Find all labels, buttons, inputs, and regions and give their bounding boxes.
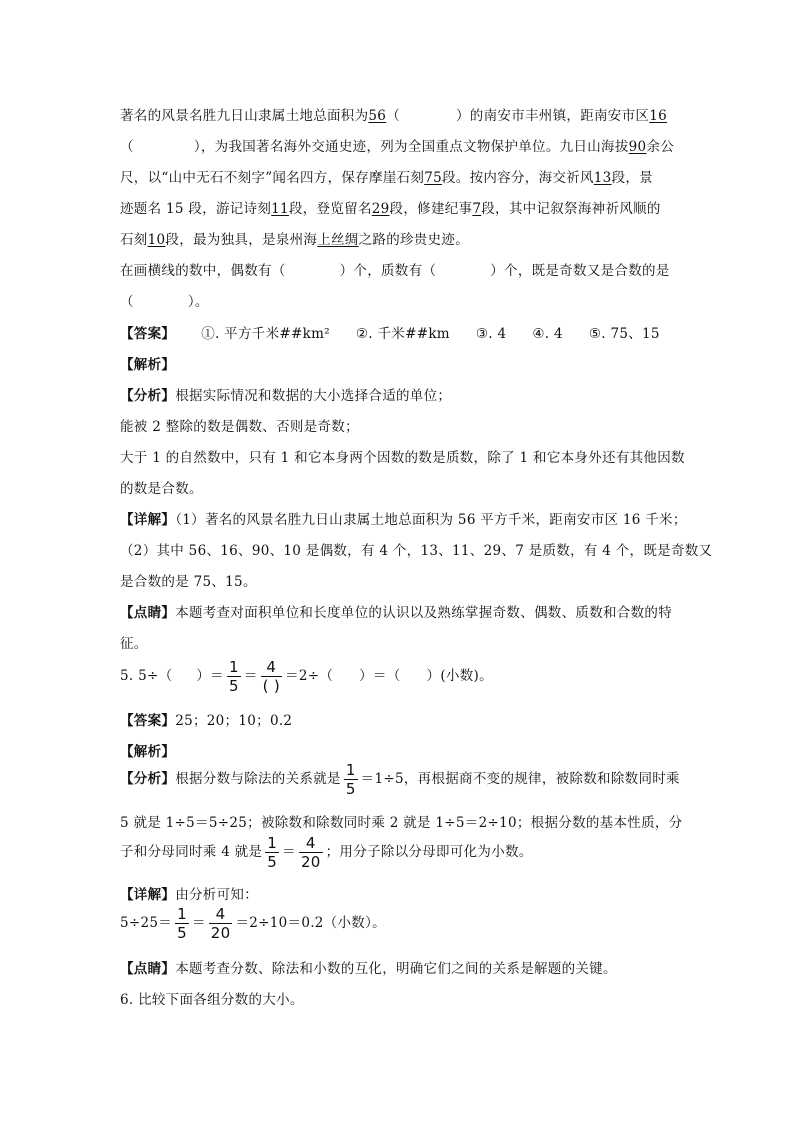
analysis-tag: 【分析】 [120,771,176,787]
text: ＝2÷（ [285,668,334,684]
answer-item: ④. 4 [532,326,563,342]
analysis-line-3: 大于 1 的自然数中，只有 1 和它本身两个因数的数是质数，除了 1 和它本身外还有其他因数 [120,450,685,466]
comment-tag: 【点睛】 [120,961,176,977]
text: 迹题名 15 段，游记诗刻 [120,201,272,217]
analysis-heading: 【解析】 [120,357,176,373]
detail-tag: 【详解】 [120,512,176,528]
analysis-line-1 [120,384,451,404]
text: （ [386,108,400,124]
underlined-text: 上丝绸 [317,232,359,248]
text: 段，登览留名 [288,201,372,217]
text: 5÷25＝ [120,915,173,931]
passage-line-4 [120,197,661,217]
detail2-line-1 [120,883,258,903]
text: ＝ [191,915,206,931]
text: ）＝（ [359,668,401,684]
underlined-number: 90 [628,139,647,155]
text: ＝ [282,844,296,860]
text: 段。按内容分，海交祈风 [441,170,594,186]
text: 之路的珍贵史迹。 [358,232,470,248]
analysis-tag: 【分析】 [120,388,176,404]
text: 5. 5÷（ [120,668,173,684]
text: 尺，以“山中无石不刻字”闻名四方，保存摩崖石刻 [120,170,425,186]
text: ）个，质数有（ [339,263,437,279]
fraction: $\frac{1}{5}$ [228,658,239,695]
text: 根据分数与除法的关系就是 [175,771,341,787]
text: ）个，既是奇数又是合数的是 [490,263,670,279]
fraction: $\frac{1}{5}$ [177,905,187,942]
answer-item: ③. 4 [475,326,507,342]
answer-item: ②. 千米##km [355,326,450,342]
text: 由分析可知： [175,887,259,903]
text: （1）著名的风景名胜九日山隶属土地总面积为 56 平方千米，距南安市区 16 千米； [175,512,687,528]
underlined-number: 10 [147,232,166,248]
detail-line-2: （2）其中 56、16、90、10 是偶数，有 4 个，13、11、29、7 是质数，有 4 个，既是奇数又 [120,543,713,559]
fraction: $\frac{4}{20}$ [210,905,231,942]
underlined-number: 16 [649,108,667,124]
answer-tag: 【答案】 [120,326,176,342]
analysis-heading: 【解析】 [120,744,176,760]
fraction: $\frac{4}{( )}$ [262,658,281,695]
answer-line-2 [120,709,292,729]
answer-item: ①. 平方千米##km² [201,326,330,342]
text: （ [120,294,134,310]
text: 段，景 [611,170,653,186]
passage-line-2 [120,135,674,155]
text: 本题考查对面积单位和长度单位的认识以及熟练掌握奇数、偶数、质数和合数的特 [175,605,673,621]
passage-line-5 [120,228,469,248]
analysis2-line-3 [120,834,533,871]
text: 25；20；10；0.2 [175,713,293,729]
answer-item: ⑤. 75、15 [588,326,660,342]
text: 段，修建纪事 [389,201,473,217]
underlined-number: 11 [271,201,289,217]
underlined-number: 29 [371,201,390,217]
analysis2-line-1 [120,761,680,798]
text: ）(小数)。 [426,668,493,684]
text: 余公 [646,139,675,155]
comment2-line [120,957,617,977]
question-6: 6. 比较下面各组分数的大小。 [120,992,304,1008]
text: ）＝ [196,668,224,684]
answer-tag: 【答案】 [120,713,176,729]
underlined-number: 13 [593,170,612,186]
text: 石刻 [120,232,148,248]
underlined-number: 56 [368,108,387,124]
text: （ [120,139,134,155]
text: ＝2÷10＝0.2（小数）。 [235,915,386,931]
text: ）的南安市丰州镇，距南安市区 [456,108,650,124]
text: ＝1÷5，再根据商不变的规律，被除数和除数同时乘 [360,771,680,787]
comment-tag: 【点睛】 [120,605,176,621]
detail2-line-2 [120,905,386,942]
text: 根据实际情况和数据的大小选择合适的单位； [175,388,452,404]
underlined-number: 7 [472,201,482,217]
text: 段，其中记叙祭海神祈风顺的 [481,201,661,217]
analysis-line-2: 能被 2 整除的数是偶数、否则是奇数； [120,419,359,435]
underlined-number: 75 [424,170,442,186]
text: 著名的风景名胜九日山隶属土地总面积为 [120,108,369,124]
detail-line-1 [120,508,687,528]
question-5 [120,658,493,695]
detail-line-3: 是合数的是 75、15。 [120,574,257,590]
analysis-line-4: 的数是合数。 [120,481,203,497]
answer-line-1 [120,322,660,342]
fraction: $\frac{1}{5}$ [345,761,356,798]
detail-tag: 【详解】 [120,887,176,903]
question-line-2 [120,290,209,310]
analysis2-line-2: 5 就是 1÷5＝5÷25；被除数和除数同时乘 2 就是 1÷5＝2÷10；根据分数的基本性质，分 [120,815,683,831]
comment-line-1 [120,601,672,621]
passage-line-1 [120,104,667,124]
fraction: $\frac{1}{5}$ [267,834,278,871]
comment-line-2: 征。 [120,636,148,652]
text: 在画横线的数中，偶数有（ [120,263,286,279]
text: ＝ [243,668,258,684]
text: 子和分母同时乘 4 就是 [120,844,263,860]
question-line-1 [120,259,670,279]
passage-line-3 [120,166,653,186]
text: ）。 [187,294,209,310]
text: 段，最为独具，是泉州海 [165,232,318,248]
fraction: $\frac{4}{20}$ [300,834,321,871]
text: ），为我国著名海外交通史迹，列为全国重点文物保护单位。九日山海拔 [193,139,629,155]
text: ；用分子除以分母即可化为小数。 [325,844,533,860]
text: 本题考查分数、除法和小数的互化，明确它们之间的关系是解题的关键。 [175,961,617,977]
